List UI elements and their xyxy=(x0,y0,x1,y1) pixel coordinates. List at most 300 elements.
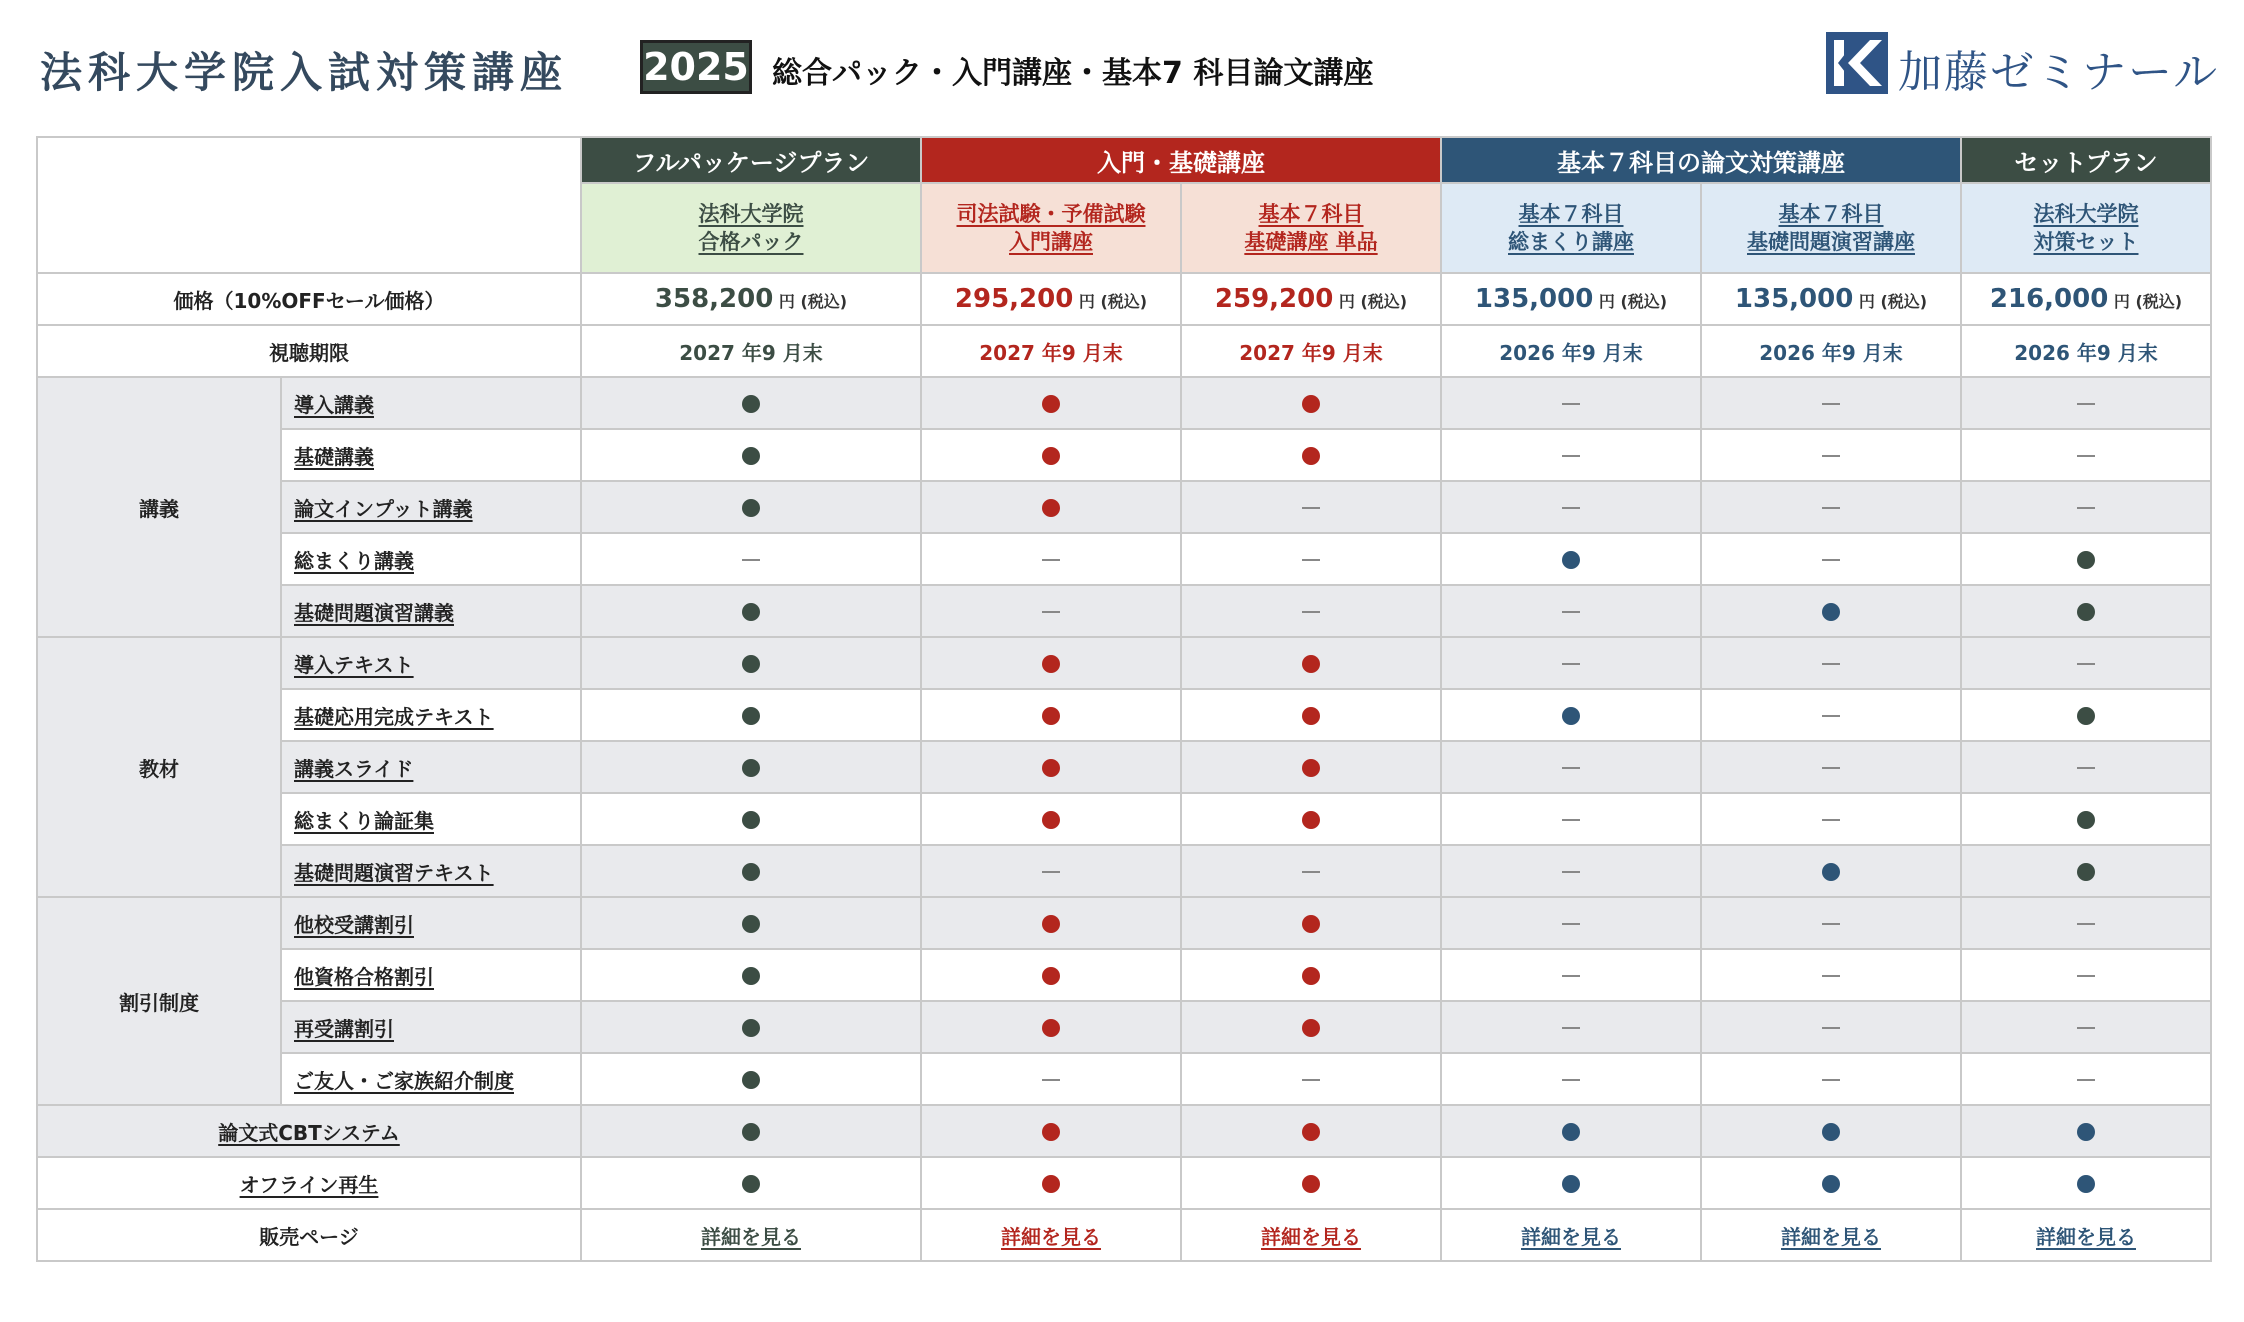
feature-cell xyxy=(1181,585,1441,637)
plan-group-header: フルパッケージプラン xyxy=(581,137,921,183)
price-unit: 円 xyxy=(773,292,801,311)
feature-row xyxy=(37,741,2211,793)
feature-link[interactable]: 総まくり論証集 xyxy=(294,808,434,833)
included-dot xyxy=(742,1175,760,1193)
included-dot xyxy=(742,499,760,517)
included-dot xyxy=(1042,707,1060,725)
page-header xyxy=(0,0,2244,130)
feature-cell xyxy=(1181,689,1441,741)
feature-cell xyxy=(581,481,921,533)
price-cell xyxy=(1441,273,1701,325)
included-dot xyxy=(1302,967,1320,985)
feature-row xyxy=(37,689,2211,741)
not-included-dash xyxy=(2077,1027,2095,1029)
feature-cell xyxy=(1961,377,2211,429)
price-tax: (税込) xyxy=(1880,292,1928,311)
feature-row xyxy=(37,897,2211,949)
price-tax: (税込) xyxy=(2135,292,2183,311)
feature-cell xyxy=(921,481,1181,533)
feature-link[interactable]: 講義スライド xyxy=(294,756,414,781)
not-included-dash xyxy=(1562,455,1580,457)
feature-row xyxy=(37,377,2211,429)
feature-cell xyxy=(1441,897,1701,949)
feature-cell xyxy=(921,1105,1181,1157)
feature-cell xyxy=(1181,1105,1441,1157)
feature-cell xyxy=(1441,429,1701,481)
included-dot xyxy=(1562,1175,1580,1193)
sales-page-cell xyxy=(581,1209,921,1261)
feature-cell xyxy=(921,1053,1181,1105)
not-included-dash xyxy=(2077,767,2095,769)
not-included-dash xyxy=(1562,975,1580,977)
included-dot xyxy=(2077,551,2095,569)
feature-link[interactable]: 論文式CBTシステム xyxy=(218,1120,400,1145)
feature-label-cell[interactable] xyxy=(281,897,581,949)
price-amount: 135,000 xyxy=(1734,284,1854,314)
feature-cell xyxy=(1441,637,1701,689)
not-included-dash xyxy=(1562,767,1580,769)
feature-cell xyxy=(581,949,921,1001)
included-dot xyxy=(1302,915,1320,933)
feature-cell xyxy=(1701,533,1961,585)
feature-link[interactable]: 総まくり講義 xyxy=(294,548,414,573)
feature-cell xyxy=(1701,793,1961,845)
feature-cell xyxy=(581,897,921,949)
feature-label-cell[interactable] xyxy=(281,585,581,637)
feature-label-cell[interactable] xyxy=(281,637,581,689)
feature-cell xyxy=(1441,1001,1701,1053)
feature-cell xyxy=(1181,481,1441,533)
feature-cell xyxy=(1961,1053,2211,1105)
feature-cell xyxy=(921,533,1181,585)
price-unit: 円 xyxy=(1853,292,1881,311)
period-value: 2027 年9 月末 xyxy=(679,340,823,365)
feature-cell xyxy=(1701,1053,1961,1105)
feature-cell xyxy=(581,377,921,429)
not-included-dash xyxy=(1042,611,1060,613)
period-cell xyxy=(581,325,921,377)
feature-cell xyxy=(1701,585,1961,637)
plan-name-cell[interactable] xyxy=(581,183,921,273)
feature-cell xyxy=(921,689,1181,741)
k-logo-icon xyxy=(1826,32,1888,94)
included-dot xyxy=(1042,1019,1060,1037)
sales-page-cell xyxy=(1441,1209,1701,1261)
brand-logo-text: 加藤ゼミナール xyxy=(1898,47,2220,98)
price-tax: (税込) xyxy=(800,292,848,311)
feature-row xyxy=(37,949,2211,1001)
included-dot xyxy=(1042,447,1060,465)
feature-cell xyxy=(1181,429,1441,481)
plan-name-line1: 法科大学院 xyxy=(698,202,804,226)
feature-label-cell[interactable] xyxy=(281,741,581,793)
feature-cell xyxy=(581,1001,921,1053)
feature-cell xyxy=(1441,845,1701,897)
sales-page-row xyxy=(37,1209,2211,1261)
feature-cell xyxy=(1701,1105,1961,1157)
feature-cell xyxy=(1701,637,1961,689)
period-value: 2026 年9 月末 xyxy=(2014,340,2158,365)
comparison-table xyxy=(36,136,2212,1262)
feature-cell xyxy=(1181,377,1441,429)
plan-name-line2: 基礎講座 単品 xyxy=(1244,230,1378,254)
plan-name-line1: 司法試験・予備試験 xyxy=(956,202,1146,226)
price-cell xyxy=(581,273,921,325)
not-included-dash xyxy=(1822,455,1840,457)
included-dot xyxy=(1042,1123,1060,1141)
feature-cell xyxy=(1181,741,1441,793)
price-unit: 円 xyxy=(2108,292,2136,311)
included-dot xyxy=(1822,863,1840,881)
price-value xyxy=(1215,284,1407,314)
feature-cell xyxy=(1701,1001,1961,1053)
details-link[interactable]: 詳細を見る xyxy=(1001,1224,1101,1249)
feature-cell xyxy=(581,1105,921,1157)
plan-name-line2: 入門講座 xyxy=(1009,230,1093,254)
feature-link[interactable]: 基礎問題演習講義 xyxy=(294,600,454,625)
price-tax: (税込) xyxy=(1360,292,1408,311)
feature-label-cell[interactable] xyxy=(281,793,581,845)
feature-cell xyxy=(921,1157,1181,1209)
included-dot xyxy=(1302,447,1320,465)
not-included-dash xyxy=(1562,819,1580,821)
not-included-dash xyxy=(1822,923,1840,925)
included-dot xyxy=(1302,1123,1320,1141)
feature-cell xyxy=(1961,533,2211,585)
feature-cell xyxy=(1961,1105,2211,1157)
included-dot xyxy=(1822,603,1840,621)
feature-cell xyxy=(1961,637,2211,689)
included-dot xyxy=(2077,707,2095,725)
price-value xyxy=(1735,284,1927,314)
price-amount: 259,200 xyxy=(1214,284,1334,314)
feature-label-cell[interactable] xyxy=(281,845,581,897)
not-included-dash xyxy=(1562,1079,1580,1081)
feature-link[interactable]: 導入講義 xyxy=(294,392,374,417)
plan-name-link[interactable] xyxy=(1747,202,1915,254)
period-cell xyxy=(1441,325,1701,377)
included-dot xyxy=(1042,1175,1060,1193)
feature-cell xyxy=(1181,533,1441,585)
price-amount: 358,200 xyxy=(654,284,774,314)
not-included-dash xyxy=(1822,559,1840,561)
not-included-dash xyxy=(1562,403,1580,405)
included-dot xyxy=(1822,1175,1840,1193)
feature-link[interactable]: 基礎問題演習テキスト xyxy=(294,860,494,885)
feature-cell xyxy=(1961,1001,2211,1053)
feature-link[interactable]: 導入テキスト xyxy=(294,652,414,677)
feature-row xyxy=(37,1157,2211,1209)
not-included-dash xyxy=(1302,871,1320,873)
feature-cell xyxy=(1961,845,2211,897)
plan-name-cell[interactable] xyxy=(921,183,1181,273)
not-included-dash xyxy=(1822,507,1840,509)
plan-group-header: 基本７科目の論文対策講座 xyxy=(1441,137,1961,183)
not-included-dash xyxy=(1822,403,1840,405)
feature-cell xyxy=(1441,533,1701,585)
feature-cell xyxy=(1441,1157,1701,1209)
sales-page-cell xyxy=(1701,1209,1961,1261)
period-cell xyxy=(1701,325,1961,377)
feature-label-cell[interactable] xyxy=(37,1105,581,1157)
feature-label-cell[interactable] xyxy=(281,377,581,429)
plan-name-line2: 基礎問題演習講座 xyxy=(1747,230,1915,254)
included-dot xyxy=(1302,655,1320,673)
included-dot xyxy=(742,603,760,621)
included-dot xyxy=(2077,603,2095,621)
included-dot xyxy=(742,1071,760,1089)
not-included-dash xyxy=(1562,611,1580,613)
feature-cell xyxy=(1441,585,1701,637)
included-dot xyxy=(1042,967,1060,985)
plan-name-link[interactable] xyxy=(1244,202,1377,254)
not-included-dash xyxy=(1822,819,1840,821)
included-dot xyxy=(2077,811,2095,829)
not-included-dash xyxy=(1302,1079,1320,1081)
feature-cell xyxy=(1441,949,1701,1001)
not-included-dash xyxy=(1562,1027,1580,1029)
feature-row xyxy=(37,429,2211,481)
plan-name-cell[interactable] xyxy=(1701,183,1961,273)
feature-cell xyxy=(1961,793,2211,845)
page-subtitle: 総合パック・入門講座・基本7 科目論文講座 xyxy=(772,56,1374,91)
price-amount: 295,200 xyxy=(954,284,1074,314)
plan-name-link[interactable] xyxy=(1508,202,1634,254)
not-included-dash xyxy=(1822,767,1840,769)
feature-cell xyxy=(1181,1157,1441,1209)
feature-cell xyxy=(1181,1053,1441,1105)
feature-row xyxy=(37,637,2211,689)
feature-label-cell[interactable] xyxy=(281,689,581,741)
included-dot xyxy=(1562,1123,1580,1141)
period-row xyxy=(37,325,2211,377)
price-cell xyxy=(1961,273,2211,325)
not-included-dash xyxy=(1562,923,1580,925)
feature-row xyxy=(37,1053,2211,1105)
included-dot xyxy=(1302,395,1320,413)
feature-cell xyxy=(1701,741,1961,793)
feature-cell xyxy=(1441,741,1701,793)
not-included-dash xyxy=(1562,663,1580,665)
price-amount: 216,000 xyxy=(1989,284,2109,314)
included-dot xyxy=(1042,499,1060,517)
price-cell xyxy=(1701,273,1961,325)
sales-page-cell xyxy=(1181,1209,1441,1261)
feature-label-cell[interactable] xyxy=(281,949,581,1001)
feature-label-cell[interactable] xyxy=(281,1053,581,1105)
feature-cell xyxy=(1441,481,1701,533)
included-dot xyxy=(742,811,760,829)
plan-name-link[interactable] xyxy=(957,202,1146,254)
included-dot xyxy=(1562,707,1580,725)
period-value: 2027 年9 月末 xyxy=(1239,340,1383,365)
price-tax: (税込) xyxy=(1100,292,1148,311)
included-dot xyxy=(2077,1175,2095,1193)
feature-cell xyxy=(581,689,921,741)
included-dot xyxy=(742,395,760,413)
feature-cell xyxy=(1961,741,2211,793)
feature-link[interactable]: 論文インプット講義 xyxy=(294,496,473,521)
feature-cell xyxy=(581,1157,921,1209)
included-dot xyxy=(1822,1123,1840,1141)
feature-row xyxy=(37,585,2211,637)
feature-link[interactable]: オフライン再生 xyxy=(239,1172,379,1197)
included-dot xyxy=(742,1123,760,1141)
included-dot xyxy=(1042,915,1060,933)
included-dot xyxy=(1302,1019,1320,1037)
feature-cell xyxy=(1441,793,1701,845)
price-amount: 135,000 xyxy=(1474,284,1594,314)
included-dot xyxy=(742,707,760,725)
period-cell xyxy=(1961,325,2211,377)
included-dot xyxy=(2077,1123,2095,1141)
feature-cell xyxy=(1181,1001,1441,1053)
details-link[interactable]: 詳細を見る xyxy=(2036,1224,2136,1249)
feature-link[interactable]: 他資格合格割引 xyxy=(294,964,434,989)
feature-cell xyxy=(1701,949,1961,1001)
not-included-dash xyxy=(1302,611,1320,613)
not-included-dash xyxy=(1822,715,1840,717)
plan-name-line2: 対策セット xyxy=(2033,230,2139,254)
plan-name-line2: 総まくり講座 xyxy=(1508,230,1634,254)
plan-name-link[interactable] xyxy=(2034,202,2139,254)
feature-cell xyxy=(921,793,1181,845)
price-value xyxy=(955,284,1147,314)
feature-label-cell[interactable] xyxy=(281,481,581,533)
feature-cell xyxy=(1441,377,1701,429)
feature-cell xyxy=(1441,1105,1701,1157)
feature-row xyxy=(37,481,2211,533)
feature-cell xyxy=(1441,1053,1701,1105)
feature-link[interactable]: 他校受講割引 xyxy=(294,912,414,937)
price-unit: 円 xyxy=(1333,292,1361,311)
plan-name-line2: 合格パック xyxy=(698,230,804,254)
not-included-dash xyxy=(742,559,760,561)
period-value: 2026 年9 月末 xyxy=(1499,340,1643,365)
feature-cell xyxy=(1441,689,1701,741)
feature-label-cell[interactable] xyxy=(281,533,581,585)
feature-cell xyxy=(1701,689,1961,741)
feature-cell xyxy=(581,637,921,689)
feature-cell xyxy=(1701,377,1961,429)
feature-cell xyxy=(921,1001,1181,1053)
details-link[interactable]: 詳細を見る xyxy=(1261,1224,1361,1249)
feature-link[interactable]: 再受講割引 xyxy=(294,1016,394,1041)
feature-row xyxy=(37,1105,2211,1157)
not-included-dash xyxy=(1562,871,1580,873)
plan-name-cell[interactable] xyxy=(1441,183,1701,273)
included-dot xyxy=(742,967,760,985)
feature-cell xyxy=(921,741,1181,793)
feature-row xyxy=(37,845,2211,897)
feature-label-cell[interactable] xyxy=(281,429,581,481)
feature-cell xyxy=(581,533,921,585)
feature-cell xyxy=(1961,481,2211,533)
feature-cell xyxy=(921,585,1181,637)
feature-link[interactable]: ご友人・ご家族紹介制度 xyxy=(294,1068,514,1093)
feature-cell xyxy=(1961,1157,2211,1209)
not-included-dash xyxy=(1042,559,1060,561)
feature-cell xyxy=(1961,585,2211,637)
year-badge: 2025 xyxy=(640,40,752,94)
included-dot xyxy=(742,1019,760,1037)
sales-page-label: 販売ページ xyxy=(37,1209,581,1261)
price-label: 価格（10%OFFセール価格） xyxy=(37,273,581,325)
included-dot xyxy=(1042,395,1060,413)
sales-page-cell xyxy=(921,1209,1181,1261)
page-title: 法科大学院入試対策講座 xyxy=(40,48,569,97)
feature-cell xyxy=(1701,845,1961,897)
category-label: 講義 xyxy=(37,377,281,637)
not-included-dash xyxy=(1822,1027,1840,1029)
plan-name-cell[interactable] xyxy=(1961,183,2211,273)
period-value: 2026 年9 月末 xyxy=(1759,340,1903,365)
not-included-dash xyxy=(1562,507,1580,509)
details-link[interactable]: 詳細を見る xyxy=(1521,1224,1621,1249)
included-dot xyxy=(1302,1175,1320,1193)
feature-cell xyxy=(921,949,1181,1001)
feature-label-cell[interactable] xyxy=(281,1001,581,1053)
plan-name-link[interactable] xyxy=(699,202,804,254)
plan-name-line1: 基本７科目 xyxy=(1518,202,1624,226)
feature-cell xyxy=(581,429,921,481)
not-included-dash xyxy=(1822,975,1840,977)
plan-group-header: 入門・基礎講座 xyxy=(921,137,1441,183)
feature-cell xyxy=(1701,429,1961,481)
category-label: 割引制度 xyxy=(37,897,281,1105)
included-dot xyxy=(1042,655,1060,673)
price-cell xyxy=(1181,273,1441,325)
feature-cell xyxy=(581,1053,921,1105)
feature-cell xyxy=(581,585,921,637)
feature-row xyxy=(37,533,2211,585)
feature-label-cell[interactable] xyxy=(37,1157,581,1209)
feature-link[interactable]: 基礎講義 xyxy=(294,444,374,469)
not-included-dash xyxy=(2077,507,2095,509)
details-link[interactable]: 詳細を見る xyxy=(701,1224,801,1249)
feature-cell xyxy=(1961,897,2211,949)
not-included-dash xyxy=(1822,1079,1840,1081)
not-included-dash xyxy=(2077,923,2095,925)
plan-name-cell[interactable] xyxy=(1181,183,1441,273)
included-dot xyxy=(742,863,760,881)
period-value: 2027 年9 月末 xyxy=(979,340,1123,365)
feature-cell xyxy=(921,845,1181,897)
feature-cell xyxy=(1961,429,2211,481)
period-label: 視聴期限 xyxy=(37,325,581,377)
feature-cell xyxy=(921,377,1181,429)
plan-group-header-row xyxy=(37,137,2211,183)
price-tax: (税込) xyxy=(1620,292,1668,311)
not-included-dash xyxy=(1042,1079,1060,1081)
included-dot xyxy=(1042,759,1060,777)
details-link[interactable]: 詳細を見る xyxy=(1781,1224,1881,1249)
feature-cell xyxy=(581,741,921,793)
not-included-dash xyxy=(2077,455,2095,457)
plan-name-line1: 基本７科目 xyxy=(1778,202,1884,226)
price-unit: 円 xyxy=(1593,292,1621,311)
period-cell xyxy=(921,325,1181,377)
price-row xyxy=(37,273,2211,325)
included-dot xyxy=(2077,863,2095,881)
price-cell xyxy=(921,273,1181,325)
price-unit: 円 xyxy=(1073,292,1101,311)
feature-link[interactable]: 基礎応用完成テキスト xyxy=(294,704,494,729)
not-included-dash xyxy=(1302,559,1320,561)
included-dot xyxy=(1302,707,1320,725)
not-included-dash xyxy=(2077,1079,2095,1081)
included-dot xyxy=(1562,551,1580,569)
